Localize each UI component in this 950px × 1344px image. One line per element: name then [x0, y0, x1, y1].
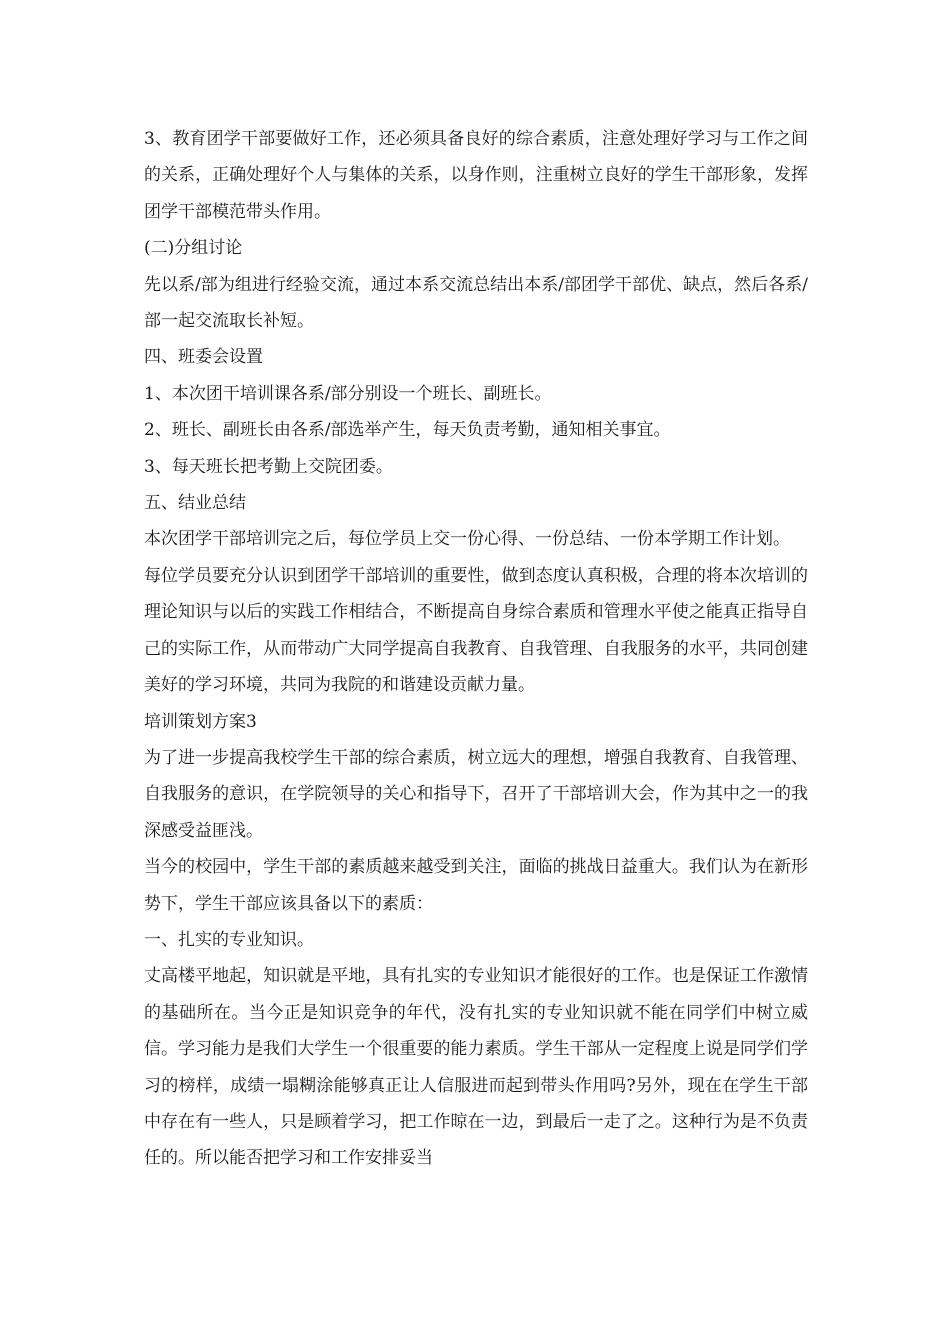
paragraph-group-exchange: 先以系/部为组进行经验交流，通过本系交流总结出本系/部团学干部优、缺点，然后各系/部一起交流取长补短。: [144, 274, 808, 332]
paragraph-knowledge-foundation: 丈高楼平地起，知识就是平地，具有扎实的专业知识才能很好的工作。也是保证工作激情的基础所在。当今正是知识竞争的年代，没有扎实的专业知识就不能在同学们中树立威信。学习能力是我们大学生一个很重要的能力素质。学生干部从一定程度上说是同学们学习的榜样，成绩一塌糊涂能够真正让人信服进而起到带头作用吗?另外，现在在学生干部中存在有一些人，只是顾着学习，把工作晾在一边，到最后一走了之。这种行为是不负责任的。所以能否把学习和工作安排妥当: [144, 966, 808, 1169]
paragraph-campus-context: 当今的校园中，学生干部的素质越来越受到关注，面临的挑战日益重大。我们认为在新形势下，学生干部应该具备以下的素质：: [144, 857, 808, 914]
paragraph-item-3-qualities: 3、教育团学干部要做好工作，还必须具备良好的综合素质，注意处理好学习与工作之间的关系，正确处理好个人与集体的关系，以身作则，注重树立良好的学生干部形象，发挥团学干部模范带头作用。: [144, 129, 808, 222]
paragraph-intro: 为了进一步提高我校学生干部的综合素质，树立远大的理想，增强自我教育、自我管理、自我服务的意识，在学院领导的关心和指导下，召开了干部培训大会，作为其中之一的我深感受益匪浅。: [144, 747, 808, 841]
paragraph-item-2-election: 2、班长、副班长由各系/部选举产生，每天负责考勤，通知相关事宜。: [144, 420, 671, 441]
document-body: [144, 121, 808, 1177]
section-heading-group-discussion: (二)分组讨论: [144, 238, 243, 259]
paragraph-awareness: 每位学员要充分认识到团学干部培训的重要性，做到态度认真积极，合理的将本次培训的理论知识与以后的实践工作相结合，不断提高自身综合素质和管理水平使之能真正指导自己的实际工作，从而带动广大同学提高自我教育、自我管理、自我服务的水平，共同创建美好的学习环境，共同为我院的和谐建设贡献力量。: [144, 565, 808, 696]
section-heading-graduation-summary: 五、结业总结: [144, 493, 246, 514]
section-heading-training-plan-3: 培训策划方案3: [144, 711, 257, 732]
paragraph-item-3-attendance: 3、每天班长把考勤上交院团委。: [144, 456, 393, 477]
paragraph-item-1-monitor: 1、本次团干培训课各系/部分别设一个班长、副班长。: [144, 383, 552, 404]
section-heading-class-committee: 四、班委会设置: [144, 347, 263, 368]
paragraph-submission: 本次团学干部培训完之后，每位学员上交一份心得、一份总结、一份本学期工作计划。: [144, 529, 790, 550]
section-heading-professional-knowledge: 一、扎实的专业知识。: [144, 929, 314, 950]
